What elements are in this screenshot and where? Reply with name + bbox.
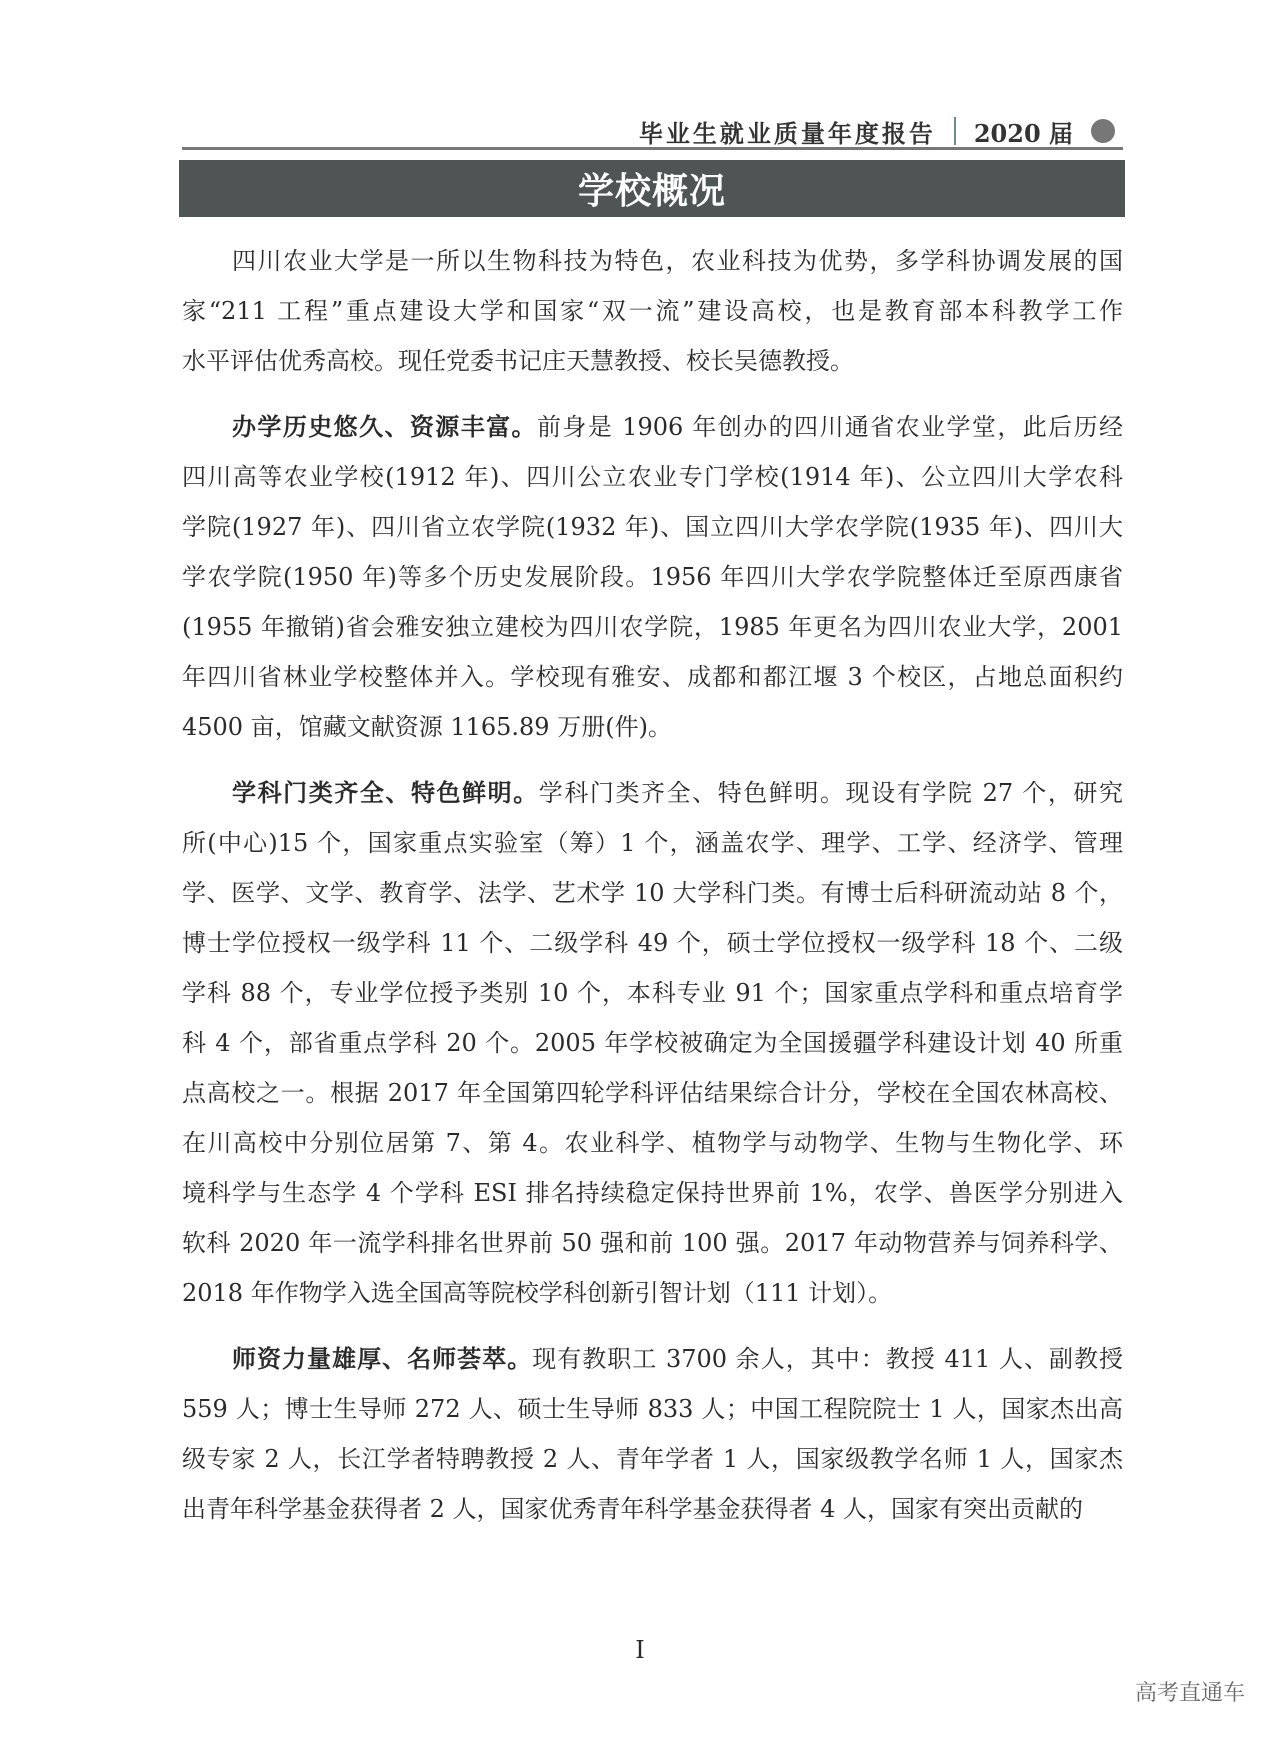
line-text: 四川农业大学是一所以生物科技为特色，农业科技为优势，多学科协调发展的国: [232, 247, 1123, 275]
watermark: 高考直通车: [1134, 1681, 1245, 1706]
text-line: [182, 1384, 1123, 1434]
text-line: [182, 818, 1123, 868]
paragraph: [182, 1334, 1123, 1534]
line-text: 在川高校中分别位居第 7、第 4。农业科学、植物学与动物学、生物与生物化学、环: [182, 1129, 1123, 1157]
text-line: [182, 702, 1123, 752]
line-text: 学科门类齐全、特色鲜明。现设有学院 27 个，研究: [538, 779, 1123, 807]
paragraph: [182, 768, 1123, 1318]
text-line: [182, 868, 1123, 918]
paragraph-lead: 学科门类齐全、特色鲜明。: [232, 778, 539, 807]
text-line: [182, 1268, 1123, 1318]
page-number: I: [635, 1636, 645, 1664]
line-text: 现有教职工 3700 余人，其中：教授 411 人、副教授: [532, 1345, 1123, 1373]
line-text: 559 人；博士生导师 272 人、硕士生导师 833 人；中国工程院院士 1 人，国家杰出高: [182, 1395, 1123, 1423]
text-line: [182, 602, 1123, 652]
report-title: 毕业生就业质量年度报告: [638, 118, 936, 148]
running-header: [639, 114, 1115, 148]
text-line: [182, 1068, 1123, 1118]
text-line: [182, 452, 1123, 502]
text-line: [182, 652, 1123, 702]
line-text: 博士学位授权一级学科 11 个、二级学科 49 个，硕士学位授权一级学科 18 个、二级: [182, 929, 1123, 957]
section-title: 学校概况: [577, 171, 726, 212]
text-line: [182, 336, 1123, 386]
text-line: [182, 1434, 1123, 1484]
line-text: (1955 年撤销)省会雅安独立建校为四川农学院，1985 年更名为四川农业大学，2001: [182, 613, 1123, 641]
document-body: [182, 236, 1123, 1550]
line-text: 科 4 个，部省重点学科 20 个。2005 年学校被确定为全国援疆学科建设计划 40 所重: [182, 1029, 1123, 1057]
section-title-bar: [179, 160, 1125, 217]
text-line: [182, 1218, 1123, 1268]
paragraph-lead: 办学历史悠久、资源丰富。: [232, 412, 537, 441]
header-dot-icon: [1091, 119, 1115, 143]
text-line: [182, 1018, 1123, 1068]
line-text: 家“211 工程”重点建设大学和国家“双一流”建设高校，也是教育部本科教学工作: [182, 297, 1123, 325]
line-text: 境科学与生态学 4 个学科 ESI 排名持续稳定保持世界前 1%，农学、兽医学分别进入: [182, 1179, 1123, 1207]
line-text: 学院(1927 年)、四川省立农学院(1932 年)、国立四川大学农学院(1935 年)、四川大: [182, 513, 1123, 541]
line-text: 学、医学、文学、教育学、法学、艺术学 10 大学科门类。有博士后科研流动站 8 个，: [182, 879, 1123, 907]
header-rule: [182, 147, 1123, 150]
line-text: 级专家 2 人，长江学者特聘教授 2 人、青年学者 1 人，国家级教学名师 1 人，国家杰: [182, 1445, 1123, 1473]
line-text: 四川高等农业学校(1912 年)、四川公立农业专门学校(1914 年)、公立四川大学农科: [182, 463, 1123, 491]
line-text: 前身是 1906 年创办的四川通省农业学堂，此后历经: [536, 413, 1123, 441]
line-text: 出青年科学基金获得者 2 人，国家优秀青年科学基金获得者 4 人，国家有突出贡献的: [182, 1495, 1084, 1523]
header-separator: [954, 117, 956, 145]
text-line: [182, 1484, 1123, 1534]
text-line: [182, 768, 1123, 818]
paragraph-lead: 师资力量雄厚、名师荟萃。: [232, 1344, 533, 1373]
line-text: 4500 亩，馆藏文献资源 1165.89 万册(件)。: [182, 713, 672, 741]
text-line: [182, 1334, 1123, 1384]
paragraph: [182, 236, 1123, 386]
text-line: [182, 1118, 1123, 1168]
line-text: 软科 2020 年一流学科排名世界前 50 强和前 100 强。2017 年动物营养与饲养科学、: [182, 1229, 1123, 1257]
paragraph: [182, 402, 1123, 752]
text-line: [182, 552, 1123, 602]
line-text: 所(中心)15 个，国家重点实验室（筹）1 个，涵盖农学、理学、工学、经济学、管理: [182, 829, 1123, 857]
report-year: 2020 届: [973, 118, 1073, 148]
text-line: [182, 968, 1123, 1018]
text-line: [182, 502, 1123, 552]
text-line: [182, 918, 1123, 968]
line-text: 水平评估优秀高校。现任党委书记庄天慧教授、校长吴德教授。: [182, 347, 854, 375]
text-line: [182, 1168, 1123, 1218]
line-text: 点高校之一。根据 2017 年全国第四轮学科评估结果综合计分，学校在全国农林高校、: [182, 1079, 1123, 1107]
line-text: 年四川省林业学校整体并入。学校现有雅安、成都和都江堰 3 个校区，占地总面积约: [182, 663, 1123, 691]
text-line: [182, 236, 1123, 286]
text-line: [182, 286, 1123, 336]
text-line: [182, 402, 1123, 452]
line-text: 学农学院(1950 年)等多个历史发展阶段。1956 年四川大学农学院整体迁至原西康省: [182, 563, 1123, 591]
line-text: 学科 88 个，专业学位授予类别 10 个，本科专业 91 个；国家重点学科和重点培育学: [182, 979, 1123, 1007]
line-text: 2018 年作物学入选全国高等院校学科创新引智计划（111 计划）。: [182, 1279, 893, 1307]
